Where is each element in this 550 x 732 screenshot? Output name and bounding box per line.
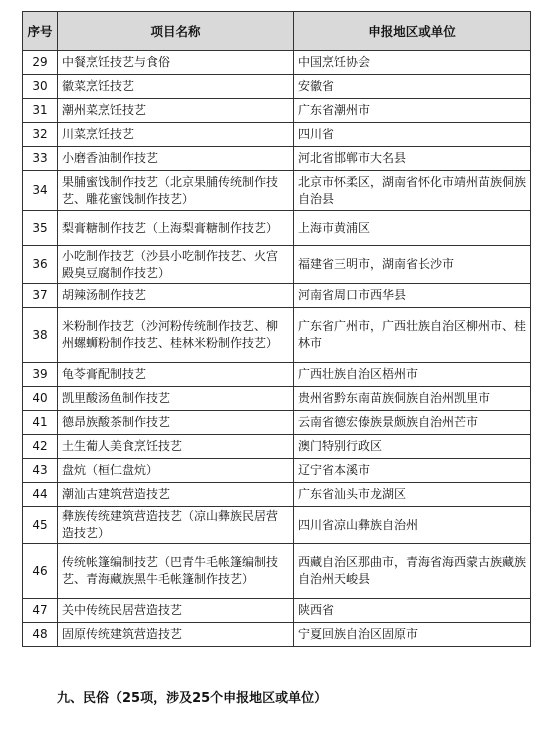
project-name-cell: 潮汕古建筑营造技艺	[58, 483, 294, 507]
row-number: 40	[23, 387, 58, 411]
table-row	[23, 387, 531, 411]
project-name-cell: 小吃制作技艺（沙县小吃制作技艺、火宫殿臭豆腐制作技艺）	[58, 246, 294, 284]
table-row	[23, 211, 531, 246]
region-cell: 云南省德宏傣族景颇族自治州芒市	[294, 411, 531, 435]
row-number: 42	[23, 435, 58, 459]
row-number: 32	[23, 123, 58, 147]
table-row	[23, 435, 531, 459]
row-number: 34	[23, 171, 58, 211]
table-row	[23, 171, 531, 211]
row-number: 36	[23, 246, 58, 284]
project-name-cell: 固原传统建筑营造技艺	[58, 623, 294, 647]
region-cell: 辽宁省本溪市	[294, 459, 531, 483]
table-row	[23, 363, 531, 387]
table-header-row	[23, 12, 531, 51]
heritage-table	[22, 11, 531, 647]
region-cell: 四川省	[294, 123, 531, 147]
project-name-cell: 米粉制作技艺（沙河粉传统制作技艺、柳州螺蛳粉制作技艺、桂林米粉制作技艺）	[58, 308, 294, 363]
project-name-cell: 徽菜烹饪技艺	[58, 75, 294, 99]
project-name-cell: 中餐烹饪技艺与食俗	[58, 51, 294, 75]
table-row	[23, 123, 531, 147]
table-row	[23, 623, 531, 647]
project-name-cell: 龟苓膏配制技艺	[58, 363, 294, 387]
row-number: 48	[23, 623, 58, 647]
row-number: 41	[23, 411, 58, 435]
row-number: 38	[23, 308, 58, 363]
table-row	[23, 99, 531, 123]
table-row	[23, 483, 531, 507]
project-name-cell: 凯里酸汤鱼制作技艺	[58, 387, 294, 411]
row-number: 43	[23, 459, 58, 483]
project-name-cell: 果脯蜜饯制作技艺（北京果脯传统制作技艺、雕花蜜饯制作技艺）	[58, 171, 294, 211]
row-number: 39	[23, 363, 58, 387]
row-number: 30	[23, 75, 58, 99]
project-name-cell: 德昂族酸茶制作技艺	[58, 411, 294, 435]
table-row	[23, 147, 531, 171]
table-row	[23, 246, 531, 284]
project-name-cell: 土生葡人美食烹饪技艺	[58, 435, 294, 459]
region-cell: 广东省广州市，广西壮族自治区柳州市、桂林市	[294, 308, 531, 363]
region-cell: 河北省邯郸市大名县	[294, 147, 531, 171]
project-name-cell: 小磨香油制作技艺	[58, 147, 294, 171]
region-cell: 安徽省	[294, 75, 531, 99]
project-name-cell: 川菜烹饪技艺	[58, 123, 294, 147]
region-cell: 河南省周口市西华县	[294, 284, 531, 308]
region-cell: 广西壮族自治区梧州市	[294, 363, 531, 387]
row-number: 46	[23, 544, 58, 599]
row-number: 45	[23, 507, 58, 544]
table-body	[23, 51, 531, 647]
region-cell: 中国烹饪协会	[294, 51, 531, 75]
region-cell: 宁夏回族自治区固原市	[294, 623, 531, 647]
row-number: 33	[23, 147, 58, 171]
region-cell: 西藏自治区那曲市，青海省海西蒙古族藏族自治州天峻县	[294, 544, 531, 599]
table-row	[23, 507, 531, 544]
project-name-cell: 传统帐篷编制技艺（巴青牛毛帐篷编制技艺、青海藏族黑牛毛帐篷制作技艺）	[58, 544, 294, 599]
project-name-cell: 盘炕（桓仁盘炕）	[58, 459, 294, 483]
region-cell: 澳门特别行政区	[294, 435, 531, 459]
header-region: 申报地区或单位	[294, 12, 531, 51]
row-number: 44	[23, 483, 58, 507]
region-cell: 福建省三明市，湖南省长沙市	[294, 246, 531, 284]
header-number: 序号	[23, 12, 58, 51]
table-row	[23, 51, 531, 75]
region-cell: 广东省潮州市	[294, 99, 531, 123]
project-name-cell: 彝族传统建筑营造技艺（凉山彝族民居营造技艺）	[58, 507, 294, 544]
row-number: 47	[23, 599, 58, 623]
region-cell: 贵州省黔东南苗族侗族自治州凯里市	[294, 387, 531, 411]
table-row	[23, 308, 531, 363]
project-name-cell: 梨膏糖制作技艺（上海梨膏糖制作技艺）	[58, 211, 294, 246]
table-row	[23, 599, 531, 623]
project-name-cell: 关中传统民居营造技艺	[58, 599, 294, 623]
project-name-cell: 胡辣汤制作技艺	[58, 284, 294, 308]
row-number: 31	[23, 99, 58, 123]
region-cell: 广东省汕头市龙湖区	[294, 483, 531, 507]
table-row	[23, 75, 531, 99]
region-cell: 上海市黄浦区	[294, 211, 531, 246]
region-cell: 陕西省	[294, 599, 531, 623]
row-number: 37	[23, 284, 58, 308]
section-heading: 九、民俗（25项，涉及25个申报地区或单位）	[57, 691, 328, 706]
header-project-name: 项目名称	[58, 12, 294, 51]
row-number: 29	[23, 51, 58, 75]
project-name-cell: 潮州菜烹饪技艺	[58, 99, 294, 123]
region-cell: 四川省凉山彝族自治州	[294, 507, 531, 544]
table-row	[23, 459, 531, 483]
row-number: 35	[23, 211, 58, 246]
table-row	[23, 411, 531, 435]
table-row	[23, 284, 531, 308]
region-cell: 北京市怀柔区，湖南省怀化市靖州苗族侗族自治县	[294, 171, 531, 211]
table-row	[23, 544, 531, 599]
